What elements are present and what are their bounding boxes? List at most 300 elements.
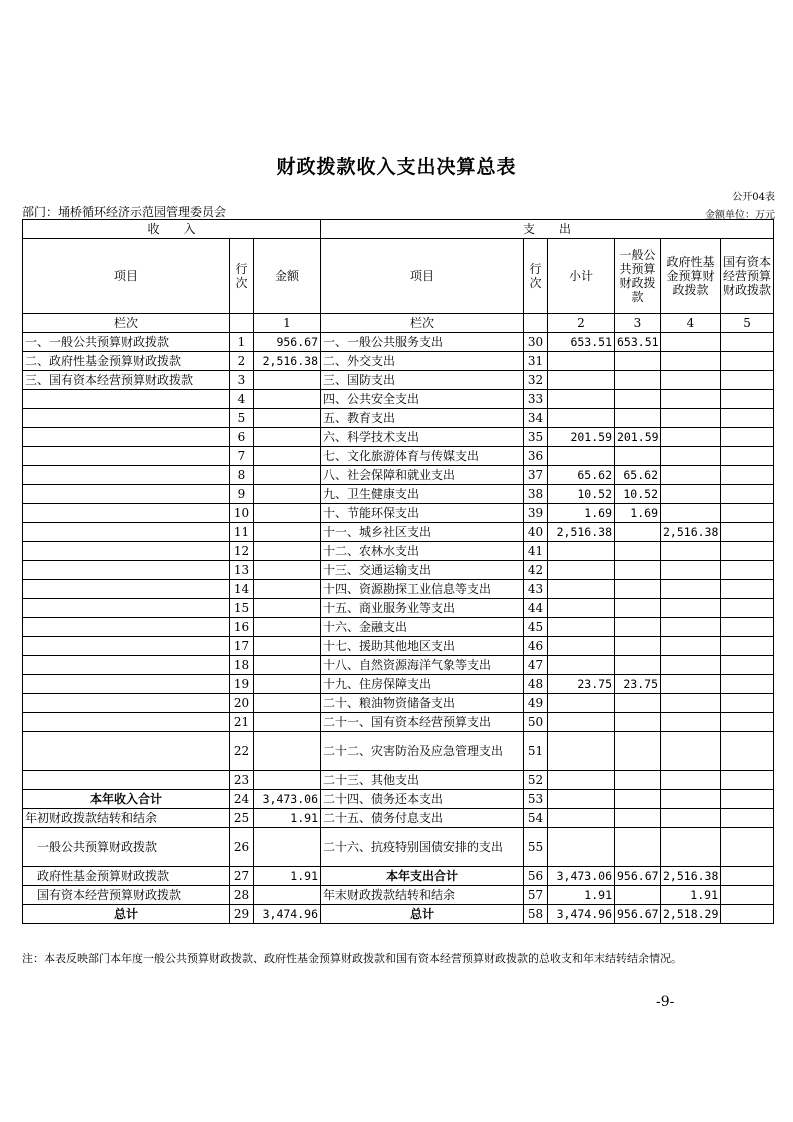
income-amount-cell <box>254 637 321 656</box>
general-budget-cell <box>615 599 661 618</box>
income-item-cell <box>23 485 230 504</box>
subtotal-cell <box>548 599 615 618</box>
income-line-no-cell: 1 <box>230 333 254 352</box>
income-line-no-cell: 8 <box>230 466 254 485</box>
expense-line-no-cell: 34 <box>524 409 548 428</box>
table-row <box>23 504 774 523</box>
income-item-cell <box>23 771 230 790</box>
table-row <box>23 542 774 561</box>
fund-budget-cell <box>661 656 721 675</box>
subtotal-cell <box>548 447 615 466</box>
state-capital-cell <box>721 713 774 732</box>
state-capital-cell <box>721 732 774 771</box>
income-line-no-cell: 10 <box>230 504 254 523</box>
income-line-no-cell: 28 <box>230 886 254 905</box>
fund-budget-cell <box>661 637 721 656</box>
income-item-cell <box>23 466 230 485</box>
general-budget-cell: 23.75 <box>615 675 661 694</box>
table-row <box>23 466 774 485</box>
subtotal-cell <box>548 390 615 409</box>
table-row <box>23 790 774 809</box>
state-capital-cell <box>721 561 774 580</box>
expense-line-no-cell: 45 <box>524 618 548 637</box>
expense-item-cell: 八、社会保障和就业支出 <box>321 466 524 485</box>
expense-item-cell: 七、文化旅游体育与传媒支出 <box>321 447 524 466</box>
col-label-expense: 栏次 <box>321 314 524 333</box>
state-capital-cell <box>721 371 774 390</box>
table-row <box>23 618 774 637</box>
fund-budget-cell <box>661 809 721 828</box>
subtotal-cell <box>548 409 615 428</box>
table-row <box>23 371 774 390</box>
income-item-cell <box>23 409 230 428</box>
page-title: 财政拨款收入支出决算总表 <box>276 156 517 178</box>
subtotal-cell <box>548 694 615 713</box>
expense-line-no-cell: 51 <box>524 732 548 771</box>
income-item-cell: 政府性基金预算财政拨款 <box>23 867 230 886</box>
subtotal-cell <box>548 732 615 771</box>
fiscal-summary-table <box>22 219 774 924</box>
col-index-3: 3 <box>615 314 661 333</box>
state-capital-cell <box>721 886 774 905</box>
col-index-4: 4 <box>661 314 721 333</box>
page-number: -9- <box>656 994 675 1010</box>
fund-budget-cell: 2,516.38 <box>661 523 721 542</box>
fund-budget-cell <box>661 561 721 580</box>
fund-budget-cell <box>661 447 721 466</box>
table-row <box>23 390 774 409</box>
general-budget-cell: 956.67 <box>615 867 661 886</box>
expense-item-cell: 六、科学技术支出 <box>321 428 524 447</box>
income-line-no-cell: 7 <box>230 447 254 466</box>
table-row <box>23 656 774 675</box>
subtotal-cell: 2,516.38 <box>548 523 615 542</box>
state-capital-cell <box>721 790 774 809</box>
income-amount-cell <box>254 371 321 390</box>
income-line-no-cell: 11 <box>230 523 254 542</box>
fund-budget-cell: 1.91 <box>661 886 721 905</box>
state-capital-cell <box>721 580 774 599</box>
expense-item-cell: 二、外交支出 <box>321 352 524 371</box>
income-amount-cell <box>254 466 321 485</box>
income-item-cell: 年初财政拨款结转和结余 <box>23 809 230 828</box>
general-budget-cell: 956.67 <box>615 905 661 924</box>
income-line-no-cell: 3 <box>230 371 254 390</box>
expense-line-no-cell: 57 <box>524 886 548 905</box>
expense-item-cell: 二十、粮油物资储备支出 <box>321 694 524 713</box>
fund-budget-cell <box>661 466 721 485</box>
expense-header: 支 出 <box>321 220 774 239</box>
expense-line-no-cell: 58 <box>524 905 548 924</box>
general-budget-cell <box>615 523 661 542</box>
department-label: 部门：埇桥循环经济示范园管理委员会 <box>22 205 227 219</box>
state-capital-header: 国有资本经营预算财政拨款 <box>721 239 774 314</box>
income-amount-cell: 3,473.06 <box>254 790 321 809</box>
income-item-cell <box>23 637 230 656</box>
table-row <box>23 886 774 905</box>
expense-line-no-cell: 37 <box>524 466 548 485</box>
table-row <box>23 732 774 771</box>
state-capital-cell <box>721 656 774 675</box>
unit-label: 金额单位：万元 <box>705 210 775 221</box>
table-row <box>23 713 774 732</box>
income-amount-cell <box>254 485 321 504</box>
col-index-empty <box>524 314 548 333</box>
table-row <box>23 905 774 924</box>
expense-line-no-cell: 49 <box>524 694 548 713</box>
table-row <box>23 637 774 656</box>
general-budget-cell: 65.62 <box>615 466 661 485</box>
state-capital-cell <box>721 523 774 542</box>
fund-budget-cell <box>661 828 721 867</box>
col-index-1: 1 <box>254 314 321 333</box>
expense-item-cell: 四、公共安全支出 <box>321 390 524 409</box>
subtotal-cell: 1.69 <box>548 504 615 523</box>
subtotal-cell: 65.62 <box>548 466 615 485</box>
subtotal-cell <box>548 352 615 371</box>
fund-budget-cell <box>661 542 721 561</box>
table-row <box>23 333 774 352</box>
expense-item-cell: 二十一、国有资本经营预算支出 <box>321 713 524 732</box>
income-item-cell <box>23 656 230 675</box>
expense-line-no-cell: 44 <box>524 599 548 618</box>
expense-line-no-cell: 50 <box>524 713 548 732</box>
income-item-cell <box>23 694 230 713</box>
state-capital-cell <box>721 618 774 637</box>
fund-budget-cell <box>661 333 721 352</box>
fund-budget-cell <box>661 618 721 637</box>
state-capital-cell <box>721 694 774 713</box>
expense-line-no-cell: 30 <box>524 333 548 352</box>
general-budget-cell <box>615 809 661 828</box>
general-budget-cell <box>615 561 661 580</box>
general-budget-cell <box>615 618 661 637</box>
expense-line-no-cell: 35 <box>524 428 548 447</box>
col-index-empty <box>230 314 254 333</box>
expense-item-cell: 十四、资源勘探工业信息等支出 <box>321 580 524 599</box>
income-item-cell <box>23 523 230 542</box>
income-amount-cell <box>254 542 321 561</box>
income-amount-cell <box>254 580 321 599</box>
footnote: 注：本表反映部门本年度一般公共预算财政拨款、政府性基金预算财政拨款和国有资本经营预算财政拨款的总收支和年末结转结余情况。 <box>22 952 682 965</box>
income-line-no-cell: 25 <box>230 809 254 828</box>
col-label-income: 栏次 <box>23 314 230 333</box>
income-item-cell <box>23 428 230 447</box>
general-budget-cell <box>615 790 661 809</box>
subtotal-cell: 653.51 <box>548 333 615 352</box>
table-row <box>23 771 774 790</box>
income-line-no-cell: 18 <box>230 656 254 675</box>
income-amount-cell <box>254 675 321 694</box>
subtotal-cell <box>548 637 615 656</box>
income-amount-cell <box>254 561 321 580</box>
income-item-cell <box>23 599 230 618</box>
subtotal-cell <box>548 542 615 561</box>
general-budget-cell <box>615 542 661 561</box>
general-budget-cell <box>615 694 661 713</box>
income-item-cell: 一、一般公共预算财政拨款 <box>23 333 230 352</box>
table-row <box>23 447 774 466</box>
income-amount-cell: 1.91 <box>254 809 321 828</box>
expense-line-no-cell: 53 <box>524 790 548 809</box>
fund-budget-cell: 2,518.29 <box>661 905 721 924</box>
income-line-no-cell: 20 <box>230 694 254 713</box>
table-row <box>23 809 774 828</box>
table-row <box>23 694 774 713</box>
fund-budget-cell <box>661 504 721 523</box>
subtotal-cell <box>548 561 615 580</box>
expense-line-no-cell: 32 <box>524 371 548 390</box>
state-capital-cell <box>721 809 774 828</box>
subtotal-cell <box>548 618 615 637</box>
income-amount-cell <box>254 523 321 542</box>
column-index-row <box>23 314 774 333</box>
subtotal-cell <box>548 809 615 828</box>
fund-budget-cell <box>661 371 721 390</box>
expense-item-cell: 总计 <box>321 905 524 924</box>
state-capital-cell <box>721 447 774 466</box>
expense-item-cell: 十一、城乡社区支出 <box>321 523 524 542</box>
state-capital-cell <box>721 333 774 352</box>
table-row <box>23 828 774 867</box>
expense-line-no-cell: 54 <box>524 809 548 828</box>
income-amount-cell <box>254 732 321 771</box>
expense-line-no-cell: 42 <box>524 561 548 580</box>
income-item-cell <box>23 732 230 771</box>
general-budget-cell: 10.52 <box>615 485 661 504</box>
table-row <box>23 523 774 542</box>
state-capital-cell <box>721 771 774 790</box>
income-line-no-cell: 2 <box>230 352 254 371</box>
state-capital-cell <box>721 637 774 656</box>
general-budget-cell <box>615 828 661 867</box>
general-budget-cell <box>615 713 661 732</box>
expense-item-cell: 十九、住房保障支出 <box>321 675 524 694</box>
expense-item-cell: 十六、金融支出 <box>321 618 524 637</box>
table-row <box>23 409 774 428</box>
expense-line-no-cell: 39 <box>524 504 548 523</box>
expense-item-header: 项目 <box>321 239 524 314</box>
fund-budget-cell <box>661 580 721 599</box>
income-line-no-cell: 5 <box>230 409 254 428</box>
expense-item-cell: 五、教育支出 <box>321 409 524 428</box>
expense-line-no-cell: 40 <box>524 523 548 542</box>
income-item-cell <box>23 542 230 561</box>
fund-budget-cell <box>661 675 721 694</box>
income-amount-cell <box>254 886 321 905</box>
expense-line-no-cell: 55 <box>524 828 548 867</box>
income-line-no-cell: 12 <box>230 542 254 561</box>
subtotal-cell: 1.91 <box>548 886 615 905</box>
income-line-no-cell: 26 <box>230 828 254 867</box>
expense-item-cell: 十五、商业服务业等支出 <box>321 599 524 618</box>
general-budget-cell <box>615 352 661 371</box>
state-capital-cell <box>721 675 774 694</box>
income-amount-cell <box>254 618 321 637</box>
subtotal-header: 小计 <box>548 239 615 314</box>
income-amount-cell: 956.67 <box>254 333 321 352</box>
income-item-cell: 本年收入合计 <box>23 790 230 809</box>
expense-line-no-cell: 56 <box>524 867 548 886</box>
income-amount-cell <box>254 409 321 428</box>
state-capital-cell <box>721 542 774 561</box>
income-line-no-cell: 17 <box>230 637 254 656</box>
state-capital-cell <box>721 504 774 523</box>
income-amount-cell: 3,474.96 <box>254 905 321 924</box>
state-capital-cell <box>721 905 774 924</box>
expense-line-no-cell: 38 <box>524 485 548 504</box>
income-item-cell <box>23 504 230 523</box>
state-capital-cell <box>721 599 774 618</box>
state-capital-cell <box>721 409 774 428</box>
income-line-no-cell: 19 <box>230 675 254 694</box>
income-line-no-cell: 13 <box>230 561 254 580</box>
income-header: 收 入 <box>23 220 321 239</box>
expense-line-no-cell: 41 <box>524 542 548 561</box>
income-item-cell: 三、国有资本经营预算财政拨款 <box>23 371 230 390</box>
fund-budget-cell <box>661 428 721 447</box>
subtotal-cell: 3,473.06 <box>548 867 615 886</box>
header-row-sections <box>23 220 774 239</box>
income-item-cell <box>23 618 230 637</box>
income-item-header: 项目 <box>23 239 230 314</box>
expense-item-cell: 年末财政拨款结转和结余 <box>321 886 524 905</box>
subtotal-cell: 23.75 <box>548 675 615 694</box>
expense-item-cell: 十七、援助其他地区支出 <box>321 637 524 656</box>
expense-item-cell: 十、节能环保支出 <box>321 504 524 523</box>
general-budget-cell <box>615 637 661 656</box>
subtotal-cell <box>548 371 615 390</box>
state-capital-cell <box>721 390 774 409</box>
income-item-cell: 一般公共预算财政拨款 <box>23 828 230 867</box>
expense-item-cell: 二十六、抗疫特别国债安排的支出 <box>321 828 524 867</box>
subtotal-cell <box>548 771 615 790</box>
income-amount-cell <box>254 713 321 732</box>
col-index-2: 2 <box>548 314 615 333</box>
fund-budget-header: 政府性基金预算财政拨款 <box>661 239 721 314</box>
expense-item-cell: 十三、交通运输支出 <box>321 561 524 580</box>
fund-budget-cell <box>661 409 721 428</box>
expense-line-no-cell: 48 <box>524 675 548 694</box>
fund-budget-cell <box>661 732 721 771</box>
expense-item-cell: 三、国防支出 <box>321 371 524 390</box>
fund-budget-cell: 2,516.38 <box>661 867 721 886</box>
income-amount-cell <box>254 694 321 713</box>
income-line-no-cell: 21 <box>230 713 254 732</box>
income-item-cell <box>23 675 230 694</box>
fund-budget-cell <box>661 771 721 790</box>
subtotal-cell <box>548 580 615 599</box>
general-budget-cell: 201.59 <box>615 428 661 447</box>
income-line-no-header: 行次 <box>230 239 254 314</box>
income-line-no-cell: 24 <box>230 790 254 809</box>
income-amount-cell <box>254 599 321 618</box>
income-item-cell: 总计 <box>23 905 230 924</box>
state-capital-cell <box>721 828 774 867</box>
state-capital-cell <box>721 466 774 485</box>
income-amount-cell <box>254 771 321 790</box>
general-budget-cell <box>615 732 661 771</box>
general-budget-cell <box>615 371 661 390</box>
table-row <box>23 599 774 618</box>
table-row <box>23 428 774 447</box>
fund-budget-cell <box>661 390 721 409</box>
fund-budget-cell <box>661 485 721 504</box>
table-row <box>23 561 774 580</box>
income-line-no-cell: 14 <box>230 580 254 599</box>
general-budget-cell <box>615 409 661 428</box>
expense-item-cell: 本年支出合计 <box>321 867 524 886</box>
income-line-no-cell: 29 <box>230 905 254 924</box>
subtotal-cell: 10.52 <box>548 485 615 504</box>
income-amount-cell <box>254 390 321 409</box>
general-budget-cell <box>615 656 661 675</box>
fund-budget-cell <box>661 790 721 809</box>
income-amount-cell: 2,516.38 <box>254 352 321 371</box>
expense-item-cell: 二十五、债务付息支出 <box>321 809 524 828</box>
fund-budget-cell <box>661 352 721 371</box>
general-budget-cell <box>615 580 661 599</box>
expense-item-cell: 九、卫生健康支出 <box>321 485 524 504</box>
general-budget-cell: 1.69 <box>615 504 661 523</box>
income-amount-cell <box>254 504 321 523</box>
income-item-cell <box>23 561 230 580</box>
state-capital-cell <box>721 867 774 886</box>
subtotal-cell: 3,474.96 <box>548 905 615 924</box>
table-row <box>23 675 774 694</box>
income-line-no-cell: 6 <box>230 428 254 447</box>
expense-item-cell: 二十二、灾害防治及应急管理支出 <box>321 732 524 771</box>
income-amount-cell: 1.91 <box>254 867 321 886</box>
general-budget-cell: 653.51 <box>615 333 661 352</box>
general-budget-header: 一般公共预算财政拨款 <box>615 239 661 314</box>
state-capital-cell <box>721 485 774 504</box>
expense-item-cell: 一、一般公共服务支出 <box>321 333 524 352</box>
expense-line-no-cell: 31 <box>524 352 548 371</box>
general-budget-cell <box>615 886 661 905</box>
income-item-cell <box>23 713 230 732</box>
fund-budget-cell <box>661 713 721 732</box>
expense-line-no-cell: 36 <box>524 447 548 466</box>
table-row <box>23 352 774 371</box>
income-item-cell: 二、政府性基金预算财政拨款 <box>23 352 230 371</box>
income-line-no-cell: 9 <box>230 485 254 504</box>
income-amount-cell <box>254 428 321 447</box>
state-capital-cell <box>721 352 774 371</box>
income-amount-cell <box>254 447 321 466</box>
col-index-5: 5 <box>721 314 774 333</box>
table-row <box>23 580 774 599</box>
income-amount-cell <box>254 656 321 675</box>
income-line-no-cell: 16 <box>230 618 254 637</box>
expense-line-no-cell: 46 <box>524 637 548 656</box>
header-row-columns <box>23 239 774 314</box>
general-budget-cell <box>615 771 661 790</box>
subtotal-cell <box>548 656 615 675</box>
income-item-cell <box>23 580 230 599</box>
expense-line-no-cell: 52 <box>524 771 548 790</box>
income-amount-cell <box>254 828 321 867</box>
subtotal-cell: 201.59 <box>548 428 615 447</box>
subtotal-cell <box>548 828 615 867</box>
expense-item-cell: 二十三、其他支出 <box>321 771 524 790</box>
form-number: 公开04表 <box>732 192 775 203</box>
expense-item-cell: 二十四、债务还本支出 <box>321 790 524 809</box>
table-row <box>23 867 774 886</box>
income-line-no-cell: 27 <box>230 867 254 886</box>
subtotal-cell <box>548 713 615 732</box>
income-item-cell: 国有资本经营预算财政拨款 <box>23 886 230 905</box>
